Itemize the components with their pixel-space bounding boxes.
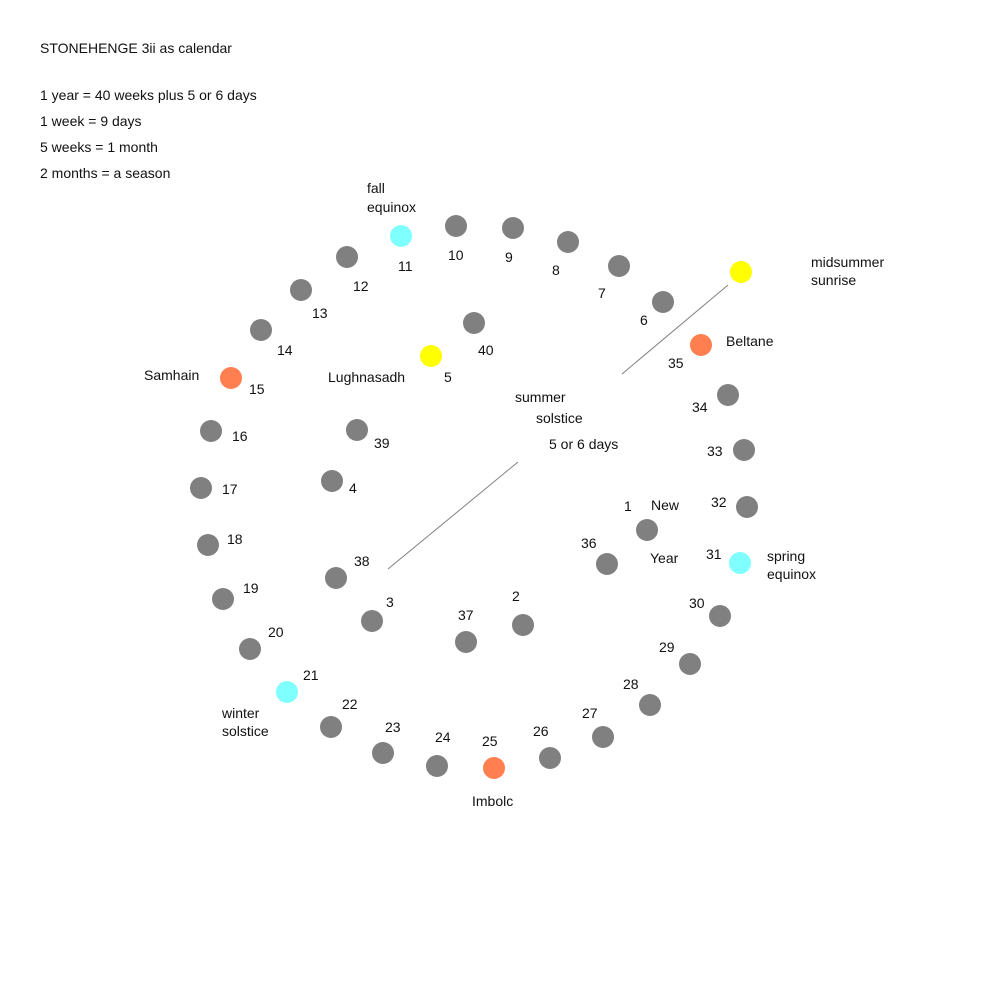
summer-solstice-label-2: solstice	[536, 410, 583, 426]
stone-38	[325, 567, 347, 589]
beltane-label: Beltane	[726, 333, 774, 349]
stone-label-21: 21	[303, 667, 319, 683]
stone-10	[445, 215, 467, 237]
stone-label-6: 6	[640, 312, 648, 328]
stone-label-38: 38	[354, 553, 370, 569]
fact-season: 2 months = a season	[40, 165, 171, 181]
stone-8	[557, 231, 579, 253]
stone-18	[197, 534, 219, 556]
stone-35	[690, 334, 712, 356]
stone-label-1: 1	[624, 498, 632, 514]
stone-33	[733, 439, 755, 461]
winter-solstice-label-2: solstice	[222, 723, 269, 739]
stone-31	[729, 552, 751, 574]
stone-12	[336, 246, 358, 268]
stone-label-14: 14	[277, 342, 293, 358]
stone-3	[361, 610, 383, 632]
spring-equinox-label-2: equinox	[767, 566, 817, 582]
page-title: STONEHENGE 3ii as calendar	[40, 40, 232, 56]
stone-25	[483, 757, 505, 779]
stone-label-12: 12	[353, 278, 369, 294]
stone-13	[290, 279, 312, 301]
stone-label-34: 34	[692, 399, 708, 415]
stone-label-4: 4	[349, 480, 357, 496]
stone-label-24: 24	[435, 729, 451, 745]
summer-solstice-label-1: summer	[515, 389, 566, 405]
fact-year: 1 year = 40 weeks plus 5 or 6 days	[40, 87, 257, 103]
stone-34	[717, 384, 739, 406]
stone-22	[320, 716, 342, 738]
stone-label-32: 32	[711, 494, 727, 510]
spring-equinox-label-1: spring	[767, 548, 806, 564]
stone-label-10: 10	[448, 247, 464, 263]
imbolc-label: Imbolc	[472, 793, 514, 809]
stone-9	[502, 217, 524, 239]
stone-label-35: 35	[668, 355, 684, 371]
stone-label-28: 28	[623, 676, 639, 692]
stone-29	[679, 653, 701, 675]
stone-label-9: 9	[505, 249, 513, 265]
stone-4	[321, 470, 343, 492]
stone-label-2: 2	[512, 588, 520, 604]
stone-2	[512, 614, 534, 636]
stone-label-15: 15	[249, 381, 265, 397]
stone-21	[276, 681, 298, 703]
extra-days-label: 5 or 6 days	[549, 436, 619, 452]
stone-26	[539, 747, 561, 769]
stone-7	[608, 255, 630, 277]
stone-label-23: 23	[385, 719, 401, 735]
stone-37	[455, 631, 477, 653]
stone-6	[652, 291, 674, 313]
stone-30	[709, 605, 731, 627]
stone-19	[212, 588, 234, 610]
stone-39	[346, 419, 368, 441]
stone-label-19: 19	[243, 580, 259, 596]
stone-label-37: 37	[458, 607, 474, 623]
stone-20	[239, 638, 261, 660]
stone-label-18: 18	[227, 531, 243, 547]
stone-1	[636, 519, 658, 541]
alignment-lines	[388, 285, 728, 569]
stone-label-7: 7	[598, 285, 606, 301]
stone-midsummer-sunrise	[730, 261, 752, 283]
stone-label-26: 26	[533, 723, 549, 739]
stone-14	[250, 319, 272, 341]
midsummer-sunrise-label-2: sunrise	[811, 272, 857, 288]
stone-label-20: 20	[268, 624, 284, 640]
stone-label-31: 31	[706, 546, 722, 562]
stone-32	[736, 496, 758, 518]
new-year-label-1: New	[651, 497, 680, 513]
lughnasadh-label: Lughnasadh	[328, 369, 406, 385]
sunrise-line-lower	[388, 462, 518, 569]
stone-15	[220, 367, 242, 389]
stone-label-40: 40	[478, 342, 494, 358]
winter-solstice-label-1: winter	[222, 705, 260, 721]
stone-label-16: 16	[232, 428, 248, 444]
stone-label-5: 5	[444, 369, 452, 385]
fall-equinox-label-1: fall	[367, 180, 385, 196]
fall-equinox-label-2: equinox	[367, 199, 417, 215]
fact-month: 5 weeks = 1 month	[40, 139, 158, 155]
stone-label-17: 17	[222, 481, 238, 497]
stone-label-27: 27	[582, 705, 598, 721]
stone-label-3: 3	[386, 594, 394, 610]
stone-36	[596, 553, 618, 575]
fact-week: 1 week = 9 days	[40, 113, 142, 129]
stone-16	[200, 420, 222, 442]
samhain-label: Samhain	[144, 367, 200, 383]
stone-label-8: 8	[552, 262, 560, 278]
stone-label-22: 22	[342, 696, 358, 712]
stone-label-33: 33	[707, 443, 723, 459]
stone-label-30: 30	[689, 595, 705, 611]
stone-label-11: 11	[398, 258, 413, 274]
stone-23	[372, 742, 394, 764]
new-year-label-2: Year	[650, 550, 679, 566]
stone-label-39: 39	[374, 435, 390, 451]
stone-40	[463, 312, 485, 334]
stone-label-25: 25	[482, 733, 498, 749]
stone-5	[420, 345, 442, 367]
stone-label-13: 13	[312, 305, 328, 321]
stone-label-36: 36	[581, 535, 597, 551]
stone-28	[639, 694, 661, 716]
stone-label-29: 29	[659, 639, 675, 655]
stone-11	[390, 225, 412, 247]
stone-27	[592, 726, 614, 748]
stone-24	[426, 755, 448, 777]
midsummer-sunrise-label-1: midsummer	[811, 254, 885, 270]
stone-17	[190, 477, 212, 499]
